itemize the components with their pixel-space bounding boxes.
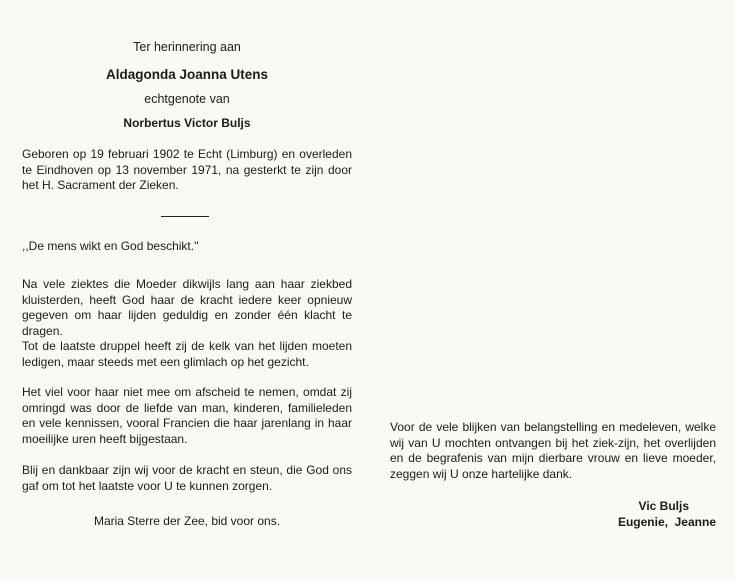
paragraph: Na vele ziektes die Moeder dikwijls lang aan haar ziekbed kluisterden, heeft God haar de kracht iedere keer opnieuw gegeven om haar lijden geduldig en zonder één klacht te dragen. bbox=[22, 277, 352, 338]
paragraph: Het viel voor haar niet mee om afscheid te nemen, omdat zij omringd was door de liefde van man, kinderen, familieleden en vele kennissen, vooral Francien die haar jarenlang in haar moeilijke uren heeft bijgestaan. bbox=[22, 385, 352, 446]
deceased-name: Aldagonda Joanna Utens bbox=[105, 67, 269, 82]
paragraph: Tot de laatste druppel heeft zij de kelk van het lijden moeten ledigen, maar steeds met een glimlach op het gezicht. bbox=[22, 339, 352, 369]
paragraph: Blij en dankbaar zijn wij voor de kracht en steun, die God ons gaf om tot het laatste voor U te kunnen zorgen. bbox=[22, 463, 352, 493]
intro-text: Ter herinnering aan bbox=[133, 40, 241, 54]
spouse-label: echtgenote van bbox=[144, 92, 230, 106]
birth-death-text: Geboren op 19 februari 1902 te Echt (Limburg) en overleden te Eindhoven op 13 november 1971, na gesterkt te zijn door het H. Sacrament der Zieken. bbox=[22, 147, 352, 192]
thanks-text: Voor de vele blijken van belangstelling en medeleven, welke wij van U mochten ontvangen bij het ziek-zijn, het overlijden en de begrafenis van mijn dierbare vrouw en lieve moeder, zeggen wij U onze hartelijke dank. bbox=[390, 420, 716, 481]
prayer-text: Maria Sterre der Zee, bid voor ons. bbox=[93, 514, 281, 528]
signer-name: Eugenie, Jeanne bbox=[617, 515, 716, 529]
divider-line bbox=[161, 216, 209, 217]
signer-name: Vic Buljs bbox=[638, 499, 689, 513]
signers bbox=[390, 498, 716, 530]
quote-text: ,,De mens wikt en God beschikt.'' bbox=[22, 239, 199, 253]
spouse-name: Norbertus Victor Buljs bbox=[123, 116, 251, 130]
